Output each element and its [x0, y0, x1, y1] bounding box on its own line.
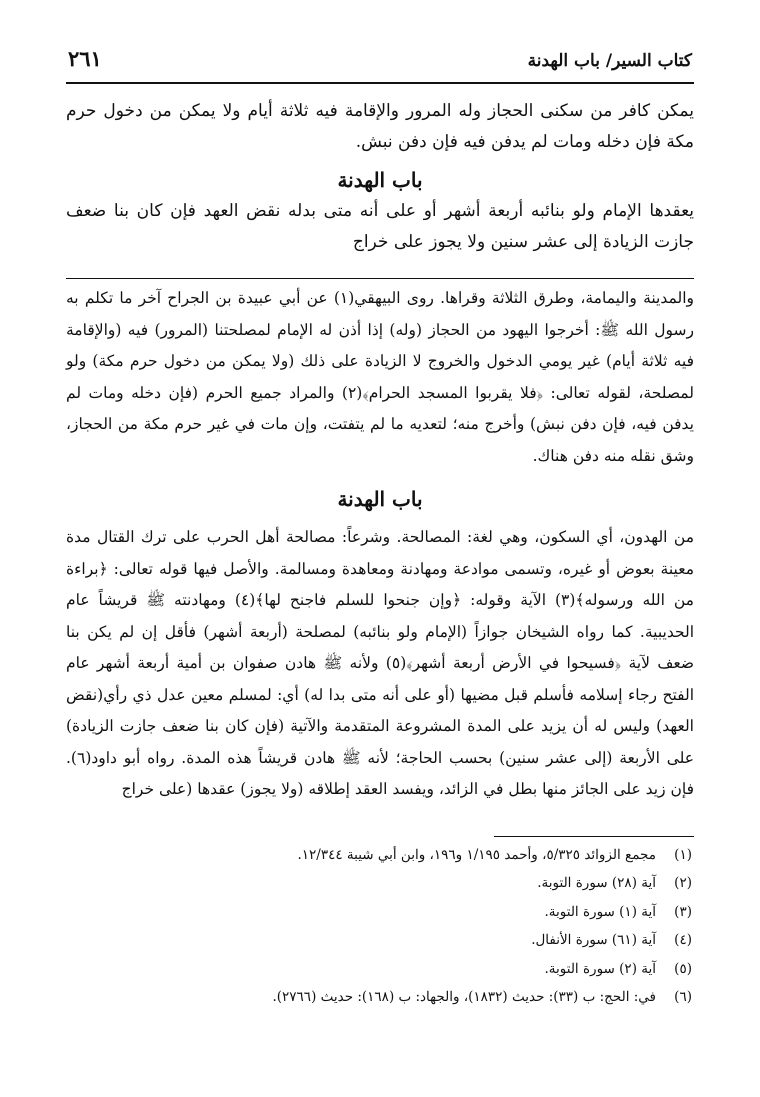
footnote [66, 898, 692, 927]
commentary-heading: باب الهدنة [337, 487, 423, 511]
footnote [66, 926, 692, 955]
footnote-text: آية (٦١) سورة الأنفال. [531, 932, 656, 948]
footnote-number: (١) [674, 846, 692, 863]
footnote [66, 841, 692, 870]
running-header [66, 46, 694, 84]
matn-intro: يمكن كافر من سكنى الحجاز وله المرور والإقامة فيه ثلاثة أيام ولا يمكن من دخول حرم مكة فإن دخله ومات لم يدفن فيه فإن دفن نبش. [66, 101, 694, 152]
footnote-number: (٣) [674, 903, 692, 920]
text-divider [66, 278, 694, 279]
footnote-text: آية (١) سورة التوبة. [544, 903, 656, 920]
commentary-paragraph-1: والمدينة واليمامة، وطرق الثلاثة وقراها. روى البيهقي(١) عن أبي عبيدة بن الجراح آخر ما تكلم به رسول الله ﷺ: أخرجوا اليهود من الحجاز (وله) إذا أذن له الإمام لمصلحتنا (المرور) فيه (والإقامة فيه ثلاثة أيام) غير يومي الدخول والخروج لا الزيادة على ذلك (ولا يمكن من دخول حرم مكة) ولو لمصلحة، لقوله تعالى: ﴿فلا يقربوا المسجد الحرام﴾(٢) والمراد جميع الحرم (فإن دخله ومات لم يدفن فيه، فإن دفن نبش) وأخرج منه؛ لتعديه ما لم يتفتت، وإن مات في غير حرم مكة من الحجاز، وشق نقله منه دفن هناك. [66, 289, 694, 465]
commentary [66, 283, 694, 806]
footnote-text: آية (٢) سورة التوبة. [544, 960, 656, 977]
footnote-number: (٤) [674, 932, 692, 948]
page-number: ٢٦١ [68, 46, 102, 71]
footnote-text: مجمع الزوائد ٥/٣٢٥، وأحمد ١/١٩٥ و١٩٦، وابن أبي شيبة ١٢/٣٤٤. [297, 846, 656, 863]
footnote-text: آية (٢٨) سورة التوبة. [537, 875, 656, 891]
footnote-text: في: الحج: ب (٣٣): حديث (١٨٣٢)، والجهاد: ب (١٦٨): حديث (٢٧٦٦). [272, 989, 656, 1005]
footnote-number: (٦) [674, 989, 692, 1005]
footnote [66, 869, 692, 898]
running-title: كتاب السير/ باب الهدنة [527, 51, 692, 71]
footnote-divider [494, 836, 694, 837]
commentary-paragraph-2: من الهدون، أي السكون، وهي لغة: المصالحة. وشرعاً: مصالحة أهل الحرب على ترك القتال مدة معينة بعوض أو غيره، وتسمى موادعة ومهادنة ومعاهدة ومسالمة. والأصل فيها قوله تعالى: ﴿براءة من الله ورسوله﴾(٣) الآية وقوله: ﴿وإن جنحوا للسلم فاجنح لها﴾(٤) ومهادنته ﷺ قريشاً عام الحديبية. كما رواه الشيخان جوازاً (الإمام ولو بنائبه) لمصلحة (أربعة أشهر) فأقل إن لم يكن بنا ضعف لآية ﴿فسيحوا في الأرض أربعة أشهر﴾(٥) ولأنه ﷺ هادن صفوان بن أمية أربعة أشهر عام الفتح رجاء إسلامه فأسلم قبل مضيها (أو على أنه متى بدا له) أي: لمسلم معين عدل ذي رأي(نقض العهد) وليس له أن يزيد على المدة المشروعة المتقدمة والآتية (فإن كان بنا ضعف جازت الزيادة) على الأربعة (إلى عشر سنين) بحسب الحاجة؛ لأنه ﷺ هادن قريشاً هذه المدة. رواه أبو داود(٦). فإن زيد على الجائز منها بطل في الزائد، ويفسد العقد إطلاقه (ولا يجوز) عقدها (على خراج [66, 528, 694, 798]
footnote [66, 983, 692, 1012]
book-page [66, 46, 694, 1012]
footnote-number: (٥) [674, 960, 692, 977]
footnotes [66, 841, 694, 1012]
matn-text: يعقدها الإمام ولو بنائبه أربعة أشهر أو على أنه متى بدله نقض العهد فإن كان بنا ضعف جازت الزيادة إلى عشر سنين ولا يجوز على خراج [66, 201, 694, 252]
footnote-number: (٢) [674, 875, 692, 891]
main-text [66, 96, 694, 258]
matn-heading: باب الهدنة [337, 168, 423, 192]
footnote [66, 955, 692, 984]
